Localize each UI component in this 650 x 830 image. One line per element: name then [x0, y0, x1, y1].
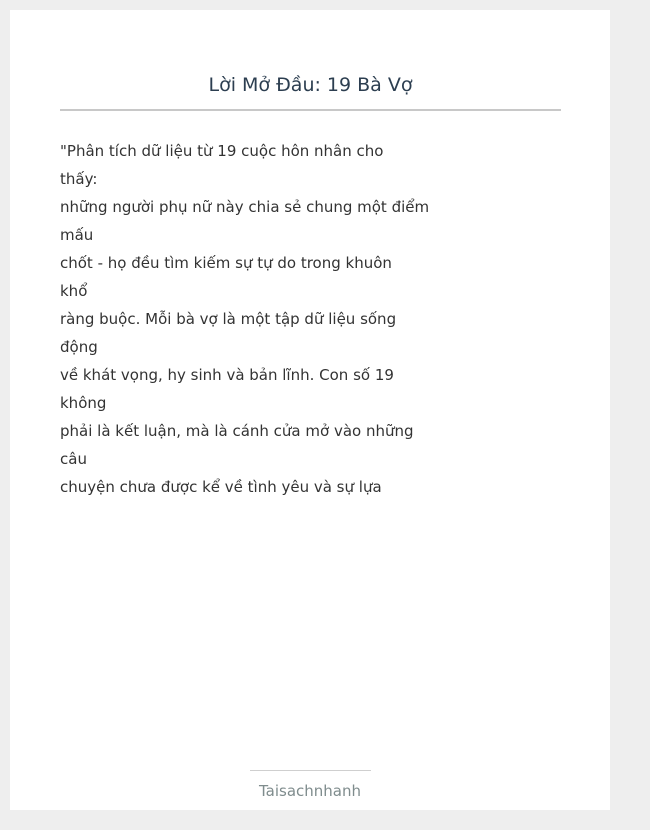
body-line: chuyện chưa được kể về tình yêu và sự lựa	[60, 478, 382, 496]
body-paragraph	[60, 137, 460, 501]
body-line: thấy:	[60, 170, 98, 188]
body-line: những người phụ nữ này chia sẻ chung một điểm	[60, 198, 430, 216]
body-line: mấu	[60, 226, 94, 244]
document-page	[10, 10, 610, 810]
page-title: Lời Mở Đầu: 19 Bà Vợ	[208, 74, 413, 96]
body-line: chốt - họ đều tìm kiếm sự tự do trong khuôn	[60, 254, 392, 272]
body-line: "Phân tích dữ liệu từ 19 cuộc hôn nhân cho	[60, 142, 384, 160]
body-line: phải là kết luận, mà là cánh cửa mở vào những	[60, 422, 414, 440]
body-line: khổ	[60, 282, 88, 300]
body-line: về khát vọng, hy sinh và bản lĩnh. Con số 19	[60, 366, 394, 384]
body-line: động	[60, 338, 98, 356]
body-line: không	[60, 394, 107, 412]
title-divider	[60, 109, 561, 111]
body-line: câu	[60, 450, 87, 468]
body-line: ràng buộc. Mỗi bà vợ là một tập dữ liệu sống	[60, 310, 397, 328]
footer-source: Taisachnhanh	[258, 782, 362, 800]
footer-divider	[250, 770, 371, 771]
